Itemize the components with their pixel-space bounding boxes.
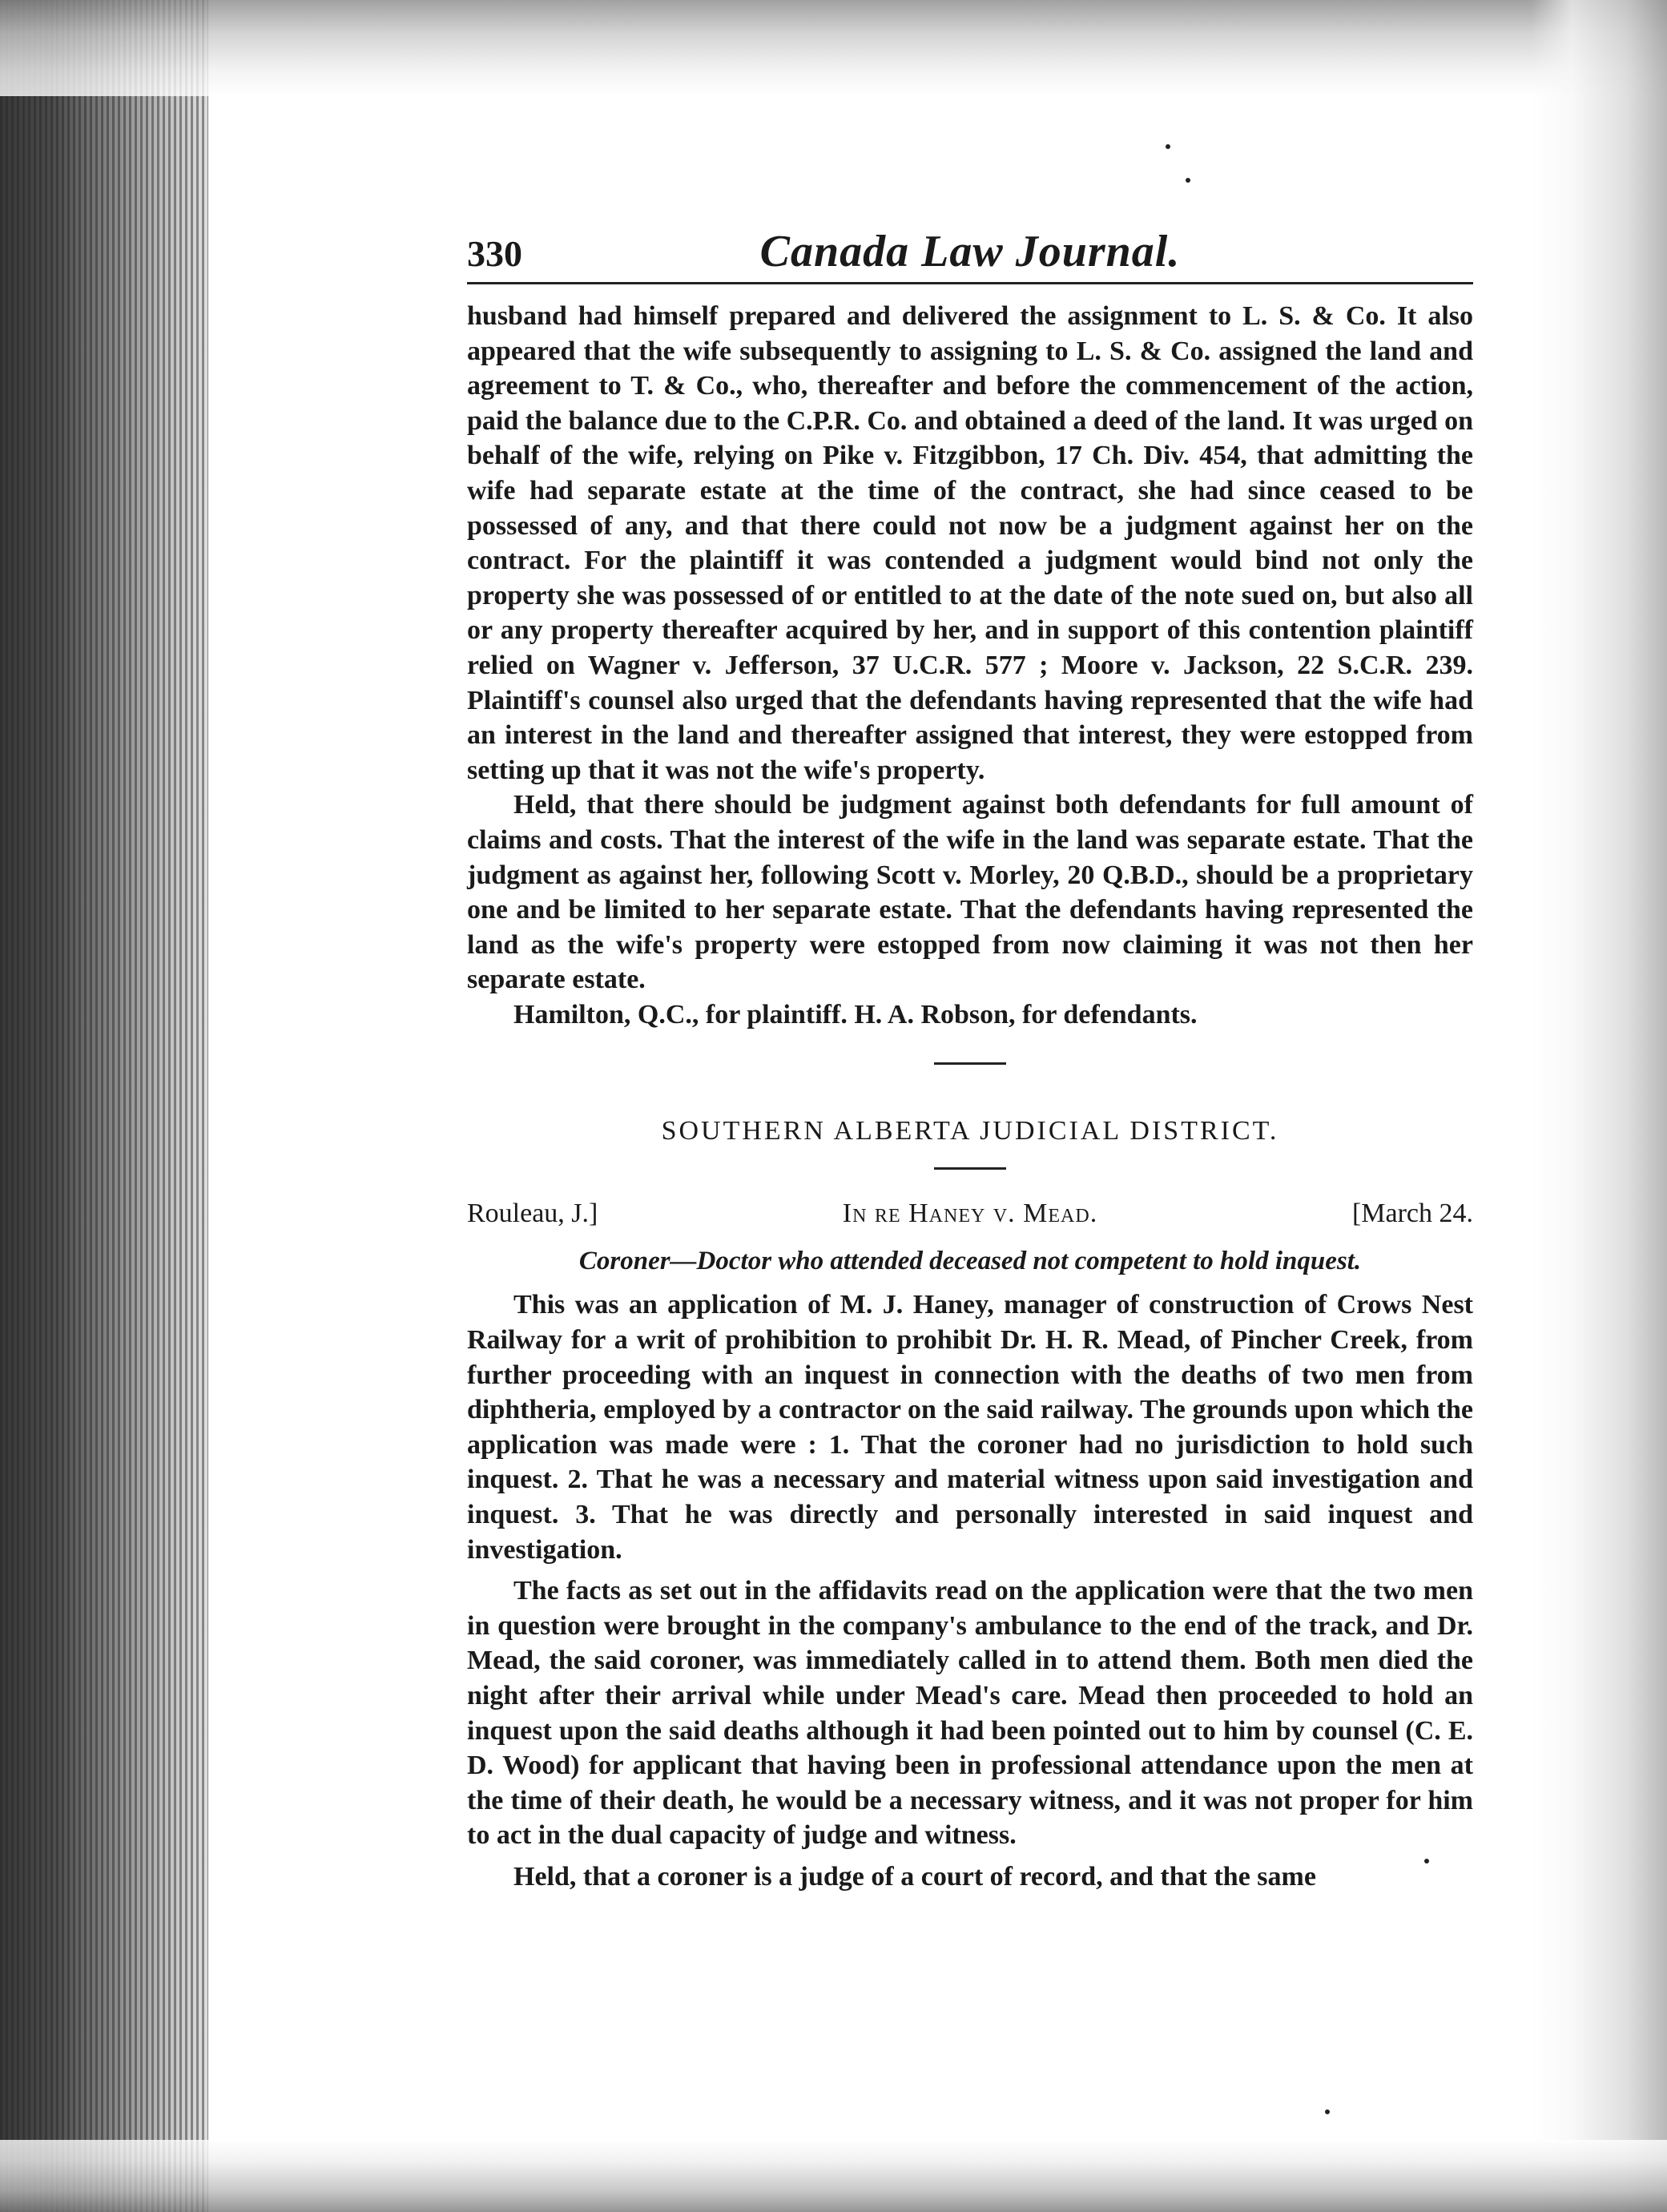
- case-judge: Rouleau, J.]: [467, 1199, 598, 1229]
- held-paragraph: Held, that a coroner is a judge of a court of record, and that the same: [513, 1861, 1316, 1892]
- section-divider: [934, 1167, 1006, 1170]
- counsel-line: Hamilton, Q.C., for plaintiff. H. A. Robson, for defendants.: [513, 999, 1198, 1029]
- scan-bottom-shadow: [0, 2140, 1667, 2212]
- case-headnote: Coroner—Doctor who attended deceased not competent to hold inquest.: [578, 1247, 1362, 1276]
- journal-title: Canada Law Journal.: [759, 227, 1181, 276]
- section-divider: [934, 1062, 1006, 1065]
- page-number: 330: [467, 233, 522, 274]
- case-caption: [467, 1199, 1473, 1235]
- case-name: In re Haney v. Mead.: [842, 1199, 1098, 1229]
- case-paragraph: husband had himself prepared and delivered the assignment to L. S. & Co. It also appeared that the wife subsequently to assigning to L. S. & Co. assigned the land and agreement to T. & Co., who, thereafter and before the commencement of the action, paid the balance due to the C.P.R. Co. and obtained a deed of the land. It was urged on behalf of the wife, relying on Pike v. Fitzgibbon, 17 Ch. Div. 454, that admitting the wife had separate estate at the time of the contract, she had since ceased to be possessed of any, and that there could not now be a judgment against her on the contract. For the plaintiff it was contended a judgment would bind not only the property she was possessed of or entitled to at the date of the note sued on, but also all or any property thereafter acquired by her, and in support of this contention plaintiff relied on Wagner v. Jefferson, 37 U.C.R. 577 ; Moore v. Jackson, 22 S.C.R. 239. Plaintiff's counsel also urged that the defendants having represented that the wife had an interest in the land and thereafter assigned that interest, they were estopped from setting up that it was not the wife's property.: [467, 301, 1473, 785]
- held-paragraph: Held, that there should be judgment against both defendants for full amount of claims and costs. That the interest of the wife in the land was separate estate. That the judgment as against her, following Scott v. Morley, 20 Q.B.D., should be a proprietary one and be limited to her separate estate. That the defendants having represented the land as the wife's property were estopped from now claiming it was not then her separate estate.: [467, 790, 1473, 995]
- section-heading: SOUTHERN ALBERTA JUDICIAL DISTRICT.: [661, 1116, 1279, 1146]
- running-header: [467, 226, 1473, 284]
- scan-binding-shadow: [0, 0, 208, 2212]
- scan-top-shadow: [0, 0, 1667, 96]
- case-paragraph: The facts as set out in the affidavits read on the application were that the two men in question were brought in the company's ambulance to the end of the track, and Dr. Mead, the said coroner, was immediately called in to attend them. Both men died the night after their arrival while under Mead's care. Mead then proceeded to hold an inquest upon the said deaths although it had been pointed out to him by counsel (C. E. D. Wood) for applicant that having been in professional attendance upon the men at the time of their death, he would be a necessary witness, and it was not proper for him to act in the dual capacity of judge and witness.: [467, 1576, 1473, 1851]
- scan-speck: [1325, 2109, 1330, 2114]
- case-paragraph: This was an application of M. J. Haney, manager of construction of Crows Nest Railway for a writ of prohibition to prohibit Dr. H. R. Mead, of Pincher Creek, from further proceeding with an inquest in connection with the deaths of two men from diphtheria, employed by a contractor on the said railway. The grounds upon which the application was made were : 1. That the coroner had no jurisdiction to hold such inquest. 2. That he was a necessary and material witness upon said investigation and inquest. 3. That he was directly and personally interested in said inquest and investigation.: [467, 1290, 1473, 1565]
- text-column: [467, 226, 1473, 1895]
- case-date: [March 24.: [1351, 1199, 1473, 1229]
- scan-right-shadow: [1531, 0, 1667, 2212]
- scan-speck: [1166, 144, 1170, 149]
- scan-speck: [1186, 178, 1190, 183]
